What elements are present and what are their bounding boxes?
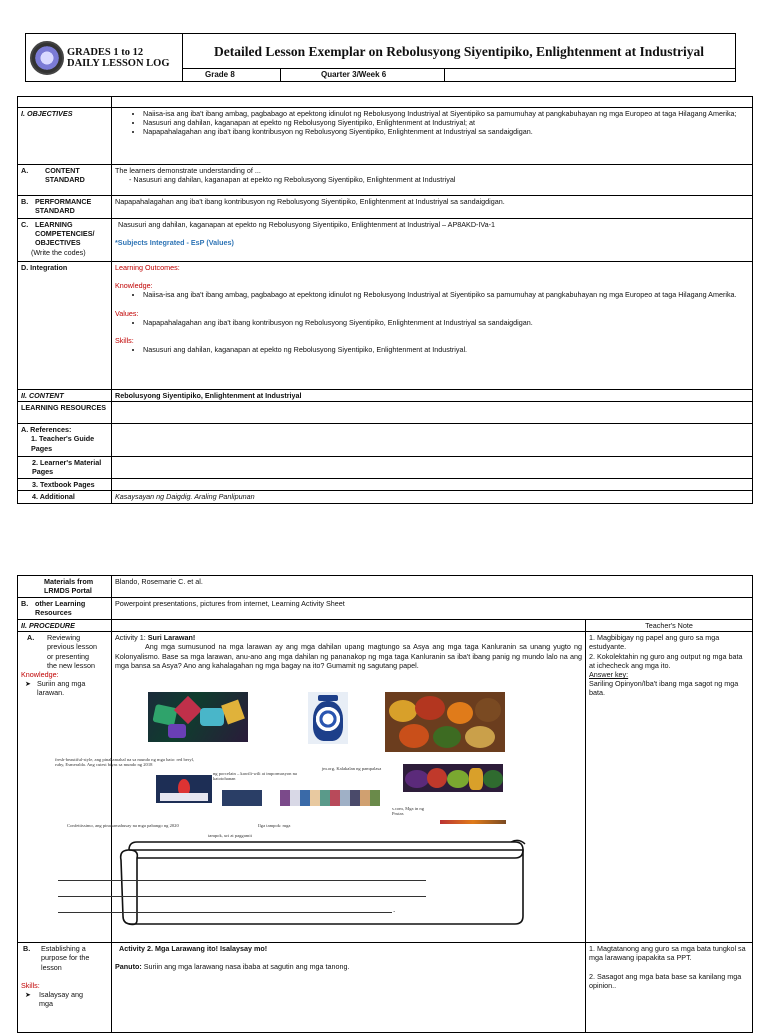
knowledge-label: Knowledge: [115, 281, 153, 291]
lesson-table-2 [17, 575, 753, 1033]
activity2-cell [112, 943, 586, 1033]
additional-label: 4. Additional [18, 491, 112, 503]
deped-seal-icon [30, 41, 64, 75]
blank-row-right [112, 97, 753, 108]
content-standard-cell [112, 165, 753, 196]
activity1-text: Ang mga sumusunod na mga larawan ay ang mga dahilan upang magtungo sa Asya ang mga taga Kanluranin sa unang yugto ng Kolonyalismo. Base sa mga larawan, anu-ano ang mga dahilan ng pananakop ng mga taga Kanluranin sa iba't ibang panig ng mundo lalo na ang mga bansa sa Asya? Ano ang kahalagahan ng mga bagay na ito? Gumamit ng sagutang papel. [115, 642, 582, 670]
logo-line2: DAILY LESSON LOG [67, 57, 170, 69]
objectives-cell [112, 108, 753, 165]
procedure-blank [112, 620, 586, 632]
fruits-image [403, 764, 503, 792]
other-resources-letter: B. [21, 599, 29, 608]
logo-cell [26, 34, 183, 82]
content-standard-line1: The learners demonstrate understanding of ... [115, 166, 261, 175]
textbook-pages-label: 3. Textbook Pages [18, 479, 112, 491]
learning-resources-cell [112, 402, 753, 424]
teacher-note-item: 1. Magbibigay ng papel ang guro sa mga estudyante. [589, 633, 720, 652]
lrmds-text: Blando, Rosemarie C. et al. [112, 576, 753, 598]
competencies-cell [112, 219, 753, 262]
gemstones-image [148, 692, 248, 742]
fabrics-image [280, 790, 380, 806]
quarter-cell: Quarter 3/Week 6 [281, 69, 445, 82]
competencies-label [18, 219, 112, 262]
references-cell [112, 424, 753, 457]
content-standard-line2: - Nasusuri ang dahilan, kaganapan at epekto ng Rebolusyong Siyentipiko, Enlightenment at Industriyal [129, 175, 456, 185]
procedure-b-letter: B. [23, 944, 31, 954]
answer-line [58, 880, 426, 881]
performance-standard-letter: B. [21, 197, 29, 206]
other-resources-label [18, 598, 112, 620]
caption-fruits: s.com, Mga in ng Prutas [392, 806, 425, 817]
objective-item: • Nasusuri ang dahilan, kaganapan at epekto ng Rebolusyong Siyentipiko, Enlightenment at Industriyal; at [143, 118, 749, 127]
lesson-table-1 [17, 96, 753, 504]
jewelry-strip-image [440, 820, 506, 824]
competencies-letter: C. [21, 220, 29, 229]
small-photo-image [222, 790, 262, 806]
answer-key-text: Sariling Opinyon/Iba't ibang mga sagot ng mga bata. [589, 679, 739, 698]
answer-line [58, 912, 392, 913]
caption-gemstones: fresh-beautiful-style, ang pinakamahal na sa mundo ng mga bato: red beryl, ruby, Esmeralda. Ang cutest biyas sa mundo ng 2018 [55, 757, 195, 768]
page-title: Detailed Lesson Exemplar on Rebolusyong Siyentipiko, Enlightenment at Industriyal [183, 34, 736, 69]
objective-item: • Naiisa-isa ang iba't ibang ambag, pagbabago at epektong idinulot ng Rebolusyong Industriyal at Siyentipiko sa pamumuhay at pangkabuhayan ng mga Europeo at taga Hilagang Amerika; [143, 109, 749, 118]
teacher-note-item: 2. Sasagot ang mga bata base sa kanilang mga opinion.. [589, 971, 742, 990]
content-text: Rebolusyong Siyentipiko, Enlightenment at Industriyal [112, 390, 753, 402]
activity1-title: Suri Larawan! [147, 633, 196, 643]
skills-item: • Nasusuri ang dahilan, kaganapan at epekto ng Rebolusyong Siyentipiko, Enlightenment at Industriyal. [143, 345, 749, 354]
arrow-bullet-icon: ➤ [25, 679, 32, 689]
references-title: A. References: [21, 425, 72, 435]
arrow-bullet-icon: ➤ [25, 990, 32, 1000]
procedure-a-text: Reviewing previous lesson or presenting the new lesson [47, 633, 97, 670]
porcelain-vase-image [308, 692, 348, 744]
teachers-note-b [586, 943, 753, 1033]
panuto-text: Suriin ang mga larawang nasa ibaba at sagutin ang mga tanong. [141, 962, 350, 972]
procedure-b-label [18, 943, 112, 1033]
performance-standard-label [18, 196, 112, 219]
content-standard-letter: A. [21, 166, 29, 175]
activity2-title: Activity 2. Mga Larawang ito! Isalaysay mo! [119, 944, 268, 954]
teacher-note-item: 1. Magtatanong ang guro sa mga bata tungkol sa mga larawang ipapakita sa PPT. [589, 944, 746, 963]
teachers-note-header: Teacher's Note [586, 620, 753, 632]
teachers-note-a [586, 632, 753, 943]
answer-key-label: Answer key: [589, 670, 629, 680]
activity1-prefix: Activity 1: [115, 633, 148, 643]
procedure-b-skills: Skills: [21, 980, 40, 990]
skills-label: Skills: [115, 336, 134, 346]
blank-row-left [18, 97, 112, 108]
caption-fabrics-2: Ilga tampok: mga [258, 823, 291, 828]
objective-item: • Napapahalagahan ang iba't ibang kontribusyon ng Rebolusyong Siyentipiko, Enlightenment at Industriyal sa sandaigdigan. [143, 127, 749, 136]
caption-porcelain: ng porcelain – kawili-wili at impormasyon na katotohanan [213, 771, 297, 782]
learning-outcomes-label: Learning Outcomes: [115, 263, 180, 272]
procedure-a-bullet: Suriin ang mga larawan. [37, 679, 86, 698]
competencies-note: (Write the codes) [31, 247, 86, 257]
performance-standard-title: PERFORMANCE STANDARD [35, 197, 92, 216]
spices-image [385, 692, 505, 752]
integration-label: D. Integration [18, 262, 112, 390]
content-label: II. CONTENT [18, 390, 112, 402]
learning-resources-label: LEARNING RESOURCES [18, 402, 112, 424]
competencies-text: Nasusuri ang dahilan, kaganapan at epekto ng Rebolusyong Siyentipiko, Enlightenment at Industriyal – AP8AKD-IVa-1 [118, 220, 496, 229]
values-label: Values: [115, 308, 139, 318]
content-standard-label [18, 165, 112, 196]
other-resources-text: Powerpoint presentations, pictures from internet, Learning Activity Sheet [112, 598, 753, 620]
caption-spices: jm.org, Kalakalan ng pampalasa [322, 766, 382, 771]
other-resources-title: other Learning Resources [35, 599, 86, 618]
integration-cell [112, 262, 753, 390]
performance-standard-cell: Napapahalagahan ang iba't ibang kontribusyon ng Rebolusyong Siyentipiko, Enlightenment at Industriyal sa sandaigdigan. [112, 196, 753, 219]
answer-line-dot: . [393, 905, 396, 914]
references-label [18, 424, 112, 457]
panuto-label: Panuto: [115, 962, 142, 972]
learners-material-cell [112, 457, 753, 479]
procedure-a-letter: A. [27, 633, 35, 643]
teachers-guide-label: 1. Teacher's Guide Pages [31, 434, 95, 453]
procedure-b-bullet: Isalaysay ang mga [39, 990, 83, 1009]
competencies-title: LEARNING COMPETENCIES/ OBJECTIVES [35, 220, 95, 248]
learners-material-label: 2. Learner's Material Pages [18, 457, 112, 479]
procedure-a-knowledge: Knowledge: [21, 670, 59, 680]
caption-fabrics: tampok, uri at paggamit [208, 833, 252, 838]
procedure-b-text: Establishing a purpose for the lesson [41, 944, 90, 972]
header-table [25, 33, 736, 82]
grade-cell: Grade 8 [183, 69, 281, 82]
answer-line [58, 896, 426, 897]
perfume-image [156, 775, 212, 803]
values-item: • Napapahalagahan ang iba't ibang kontribusyon ng Rebolusyong Siyentipiko, Enlightenment at Industriyal sa sandaigdigan. [143, 318, 749, 327]
procedure-label: II. PROCEDURE [18, 620, 112, 632]
content-standard-title: CONTENT STANDARD [45, 166, 85, 185]
logo-line1: GRADES 1 to 12 [67, 46, 144, 58]
objectives-label: I. OBJECTIVES [18, 108, 112, 165]
lrmds-label: Materials from LRMDS Portal [18, 576, 112, 598]
knowledge-item: • Naiisa-isa ang iba't ibang ambag, pagbabago at epektong idinulot ng Rebolusyong Industriyal at Siyentipiko sa pamumuhay at pangkabuhayan ng mga Europeo at taga Hilagang Amerika. [143, 290, 749, 299]
blank-header-cell [445, 69, 736, 82]
caption-perfume: Confettissimo, ang pinakamahusay na mga pabango ng 2020 [67, 823, 179, 828]
textbook-pages-cell [112, 479, 753, 491]
teacher-note-item: 2. Kokolektahin ng guro ang output ng mga bata at ichecheck ang mga ito. [589, 651, 743, 670]
additional-text: Kasaysayan ng Daigdig. Araling Panlipunan [112, 491, 753, 503]
subjects-integrated: *Subjects Integrated - EsP (Values) [115, 238, 234, 248]
